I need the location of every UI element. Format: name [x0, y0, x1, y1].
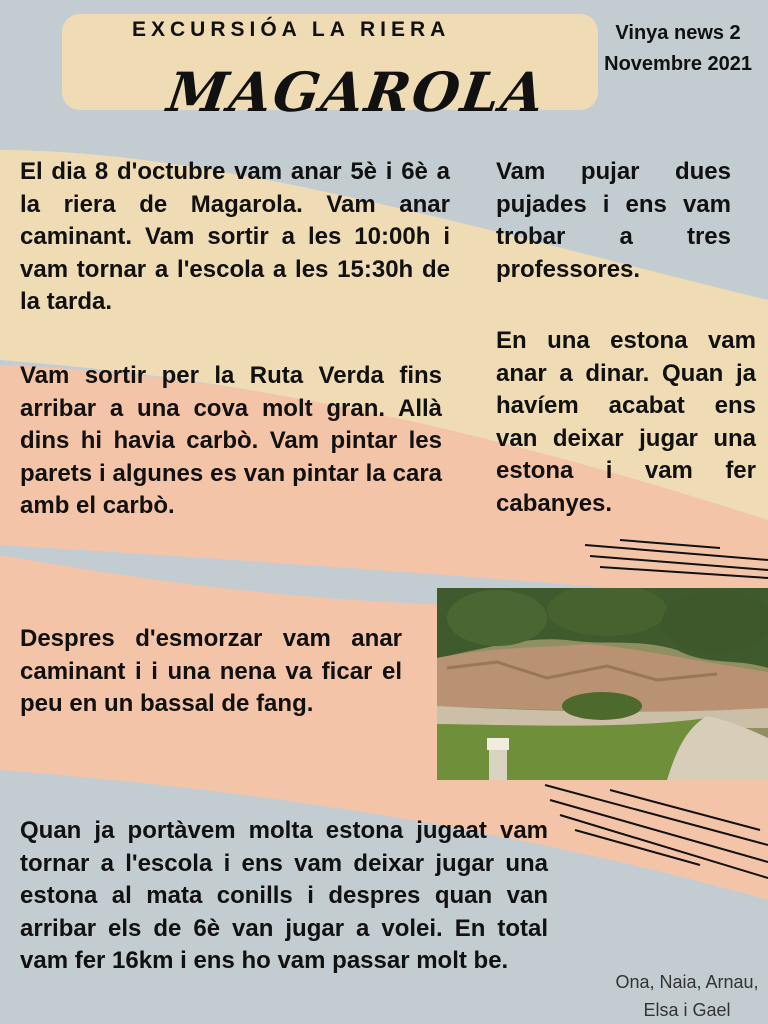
- credits-line-1: Ona, Naia, Arnau,: [615, 972, 759, 992]
- riverbed-illustration: [437, 588, 768, 780]
- issue-name: Vinya news 2: [615, 22, 741, 44]
- paragraph-4: Quan ja portàvem molta estona jugaat vam tornar a l'escola i ens vam deixar jugar una estona al mata conills i despres quan van arribar els de 6è van jugar a volei. En total vam fer 16km i ens ho vam passar molt be.: [20, 817, 548, 974]
- paragraph-5: Vam pujar dues pujades i ens vam trobar a tres professores.: [496, 158, 731, 283]
- author-credits: [606, 968, 768, 1024]
- credits-line-2: Elsa i Gael: [643, 1000, 731, 1020]
- issue-date: Novembre 2021: [604, 53, 752, 75]
- paragraph-6: En una estona vam anar a dinar. Quan ja havíem acabat ens van deixar jugar una estona i vam fer cabanyes.: [496, 327, 756, 517]
- paragraph-1: El dia 8 d'octubre vam anar 5è i 6è a la riera de Magarola. Vam anar caminant. Vam sortir a les 10:00h i vam tornar a l'escola a les 15:30h de la tarda.: [20, 158, 450, 315]
- script-title: MAGAROLA: [163, 60, 550, 124]
- excursion-kicker: EXCURSIÓA LA RIERA: [132, 18, 451, 41]
- paragraph-2: Vam sortir per la Ruta Verda fins arribar a una cova molt gran. Allà dins hi havia carbò. Vam pintar les parets i algunes es van pintar la cara amb el carbò.: [20, 362, 442, 519]
- riverbed-photo: [437, 588, 768, 780]
- issue-info: [604, 18, 752, 80]
- paragraph-3: Despres d'esmorzar vam anar caminant i i una nena va ficar el peu en un bassal de fang.: [20, 625, 402, 717]
